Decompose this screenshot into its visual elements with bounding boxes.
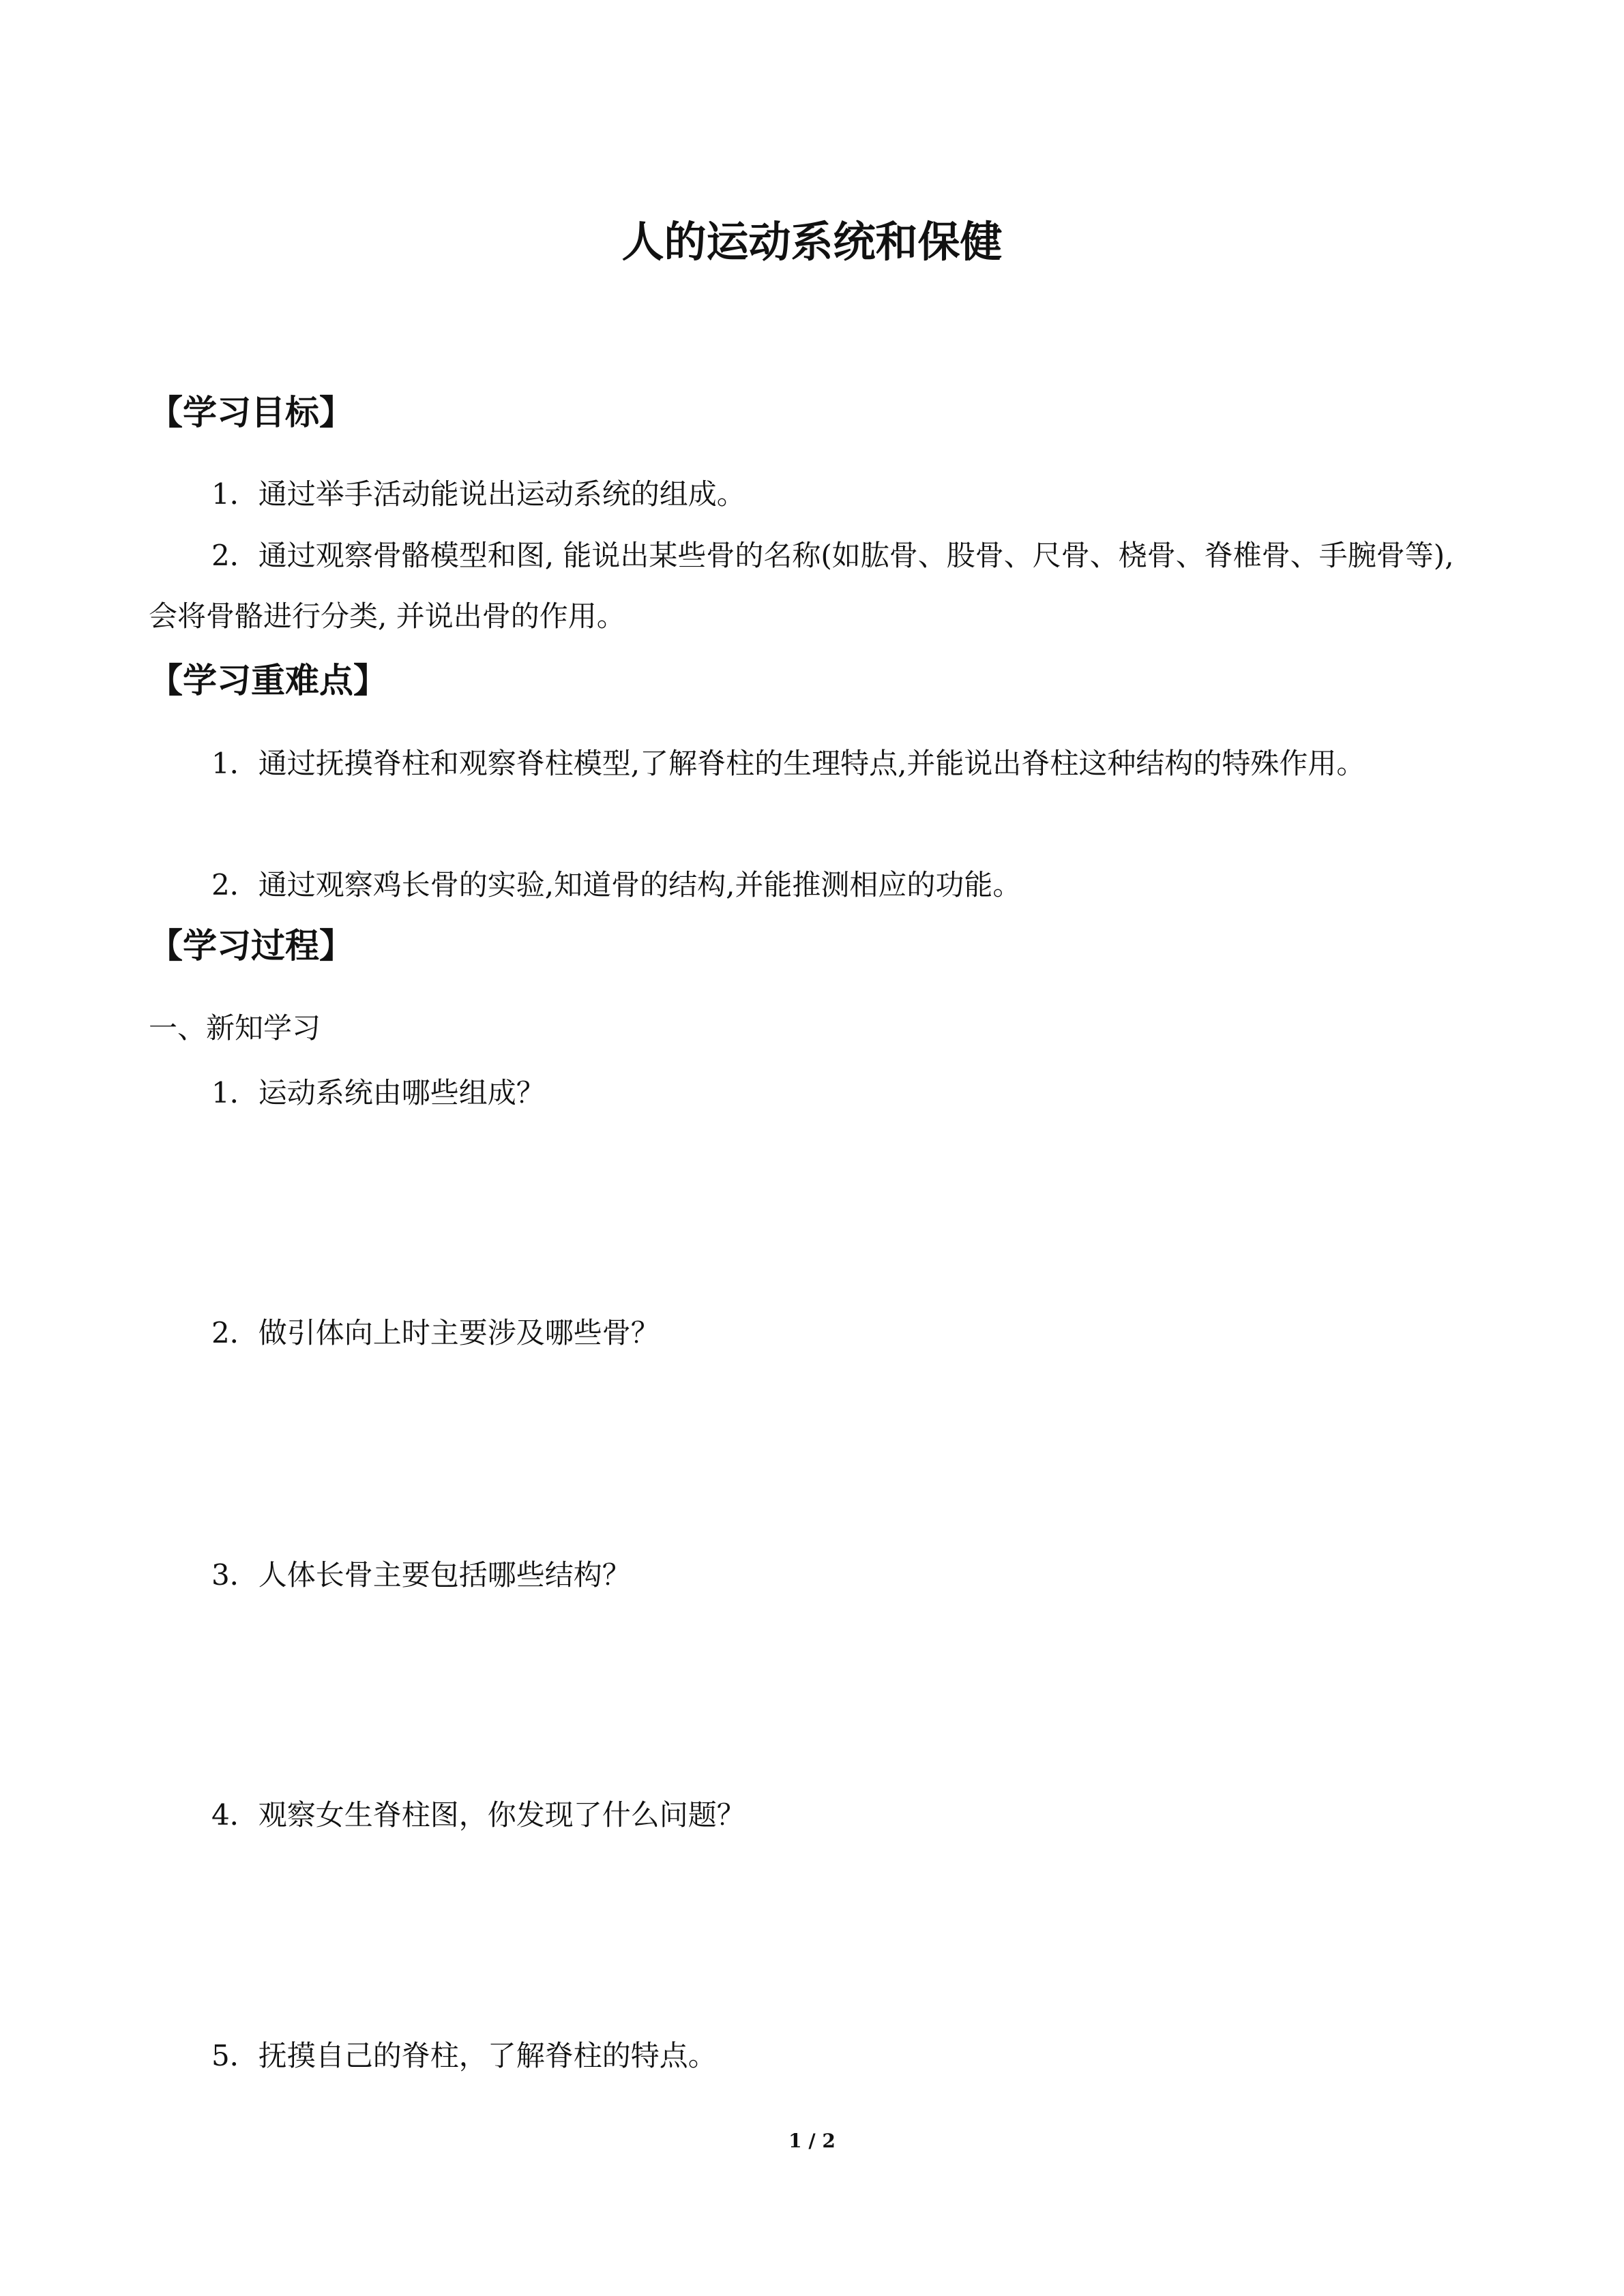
question-1: 1．运动系统由哪些组成？ [211, 1076, 545, 1109]
objective-item-1: 1．通过举手活动能说出运动系统的组成。 [211, 477, 745, 511]
section-heading-process: 【学习过程】 [149, 926, 353, 966]
objective-item-2: 2．通过观察骨骼模型和图, 能说出某些骨的名称(如肱骨、股骨、尺骨、桡骨、脊椎骨、手腕骨等), 会将骨骼进行分类, 并说出骨的作用。 [149, 539, 1454, 633]
question-4: 4．观察女生脊柱图，你发现了什么问题？ [211, 1798, 745, 1832]
page-number: 1 / 2 [788, 2130, 836, 2152]
question-5: 5．抚摸自己的脊柱，了解脊柱的特点。 [211, 2039, 717, 2072]
key-point-item-2: 2．通过观察鸡长骨的实验,知道骨的结构,并能推测相应的功能。 [211, 868, 1022, 901]
question-2: 2．做引体向上时主要涉及哪些骨？ [211, 1316, 660, 1350]
key-point-item-1: 1．通过抚摸脊柱和观察脊柱模型,了解脊柱的生理特点,并能说出脊柱这种结构的特殊作用。 [211, 747, 1365, 780]
section-heading-key-points: 【学习重难点】 [149, 661, 387, 700]
page-title: 人的运动系统和保健 [621, 217, 1003, 267]
section-heading-objectives: 【学习目标】 [149, 393, 353, 432]
question-3: 3．人体长骨主要包括哪些结构？ [211, 1558, 631, 1592]
process-subheading: 一、新知学习 [149, 1011, 321, 1045]
